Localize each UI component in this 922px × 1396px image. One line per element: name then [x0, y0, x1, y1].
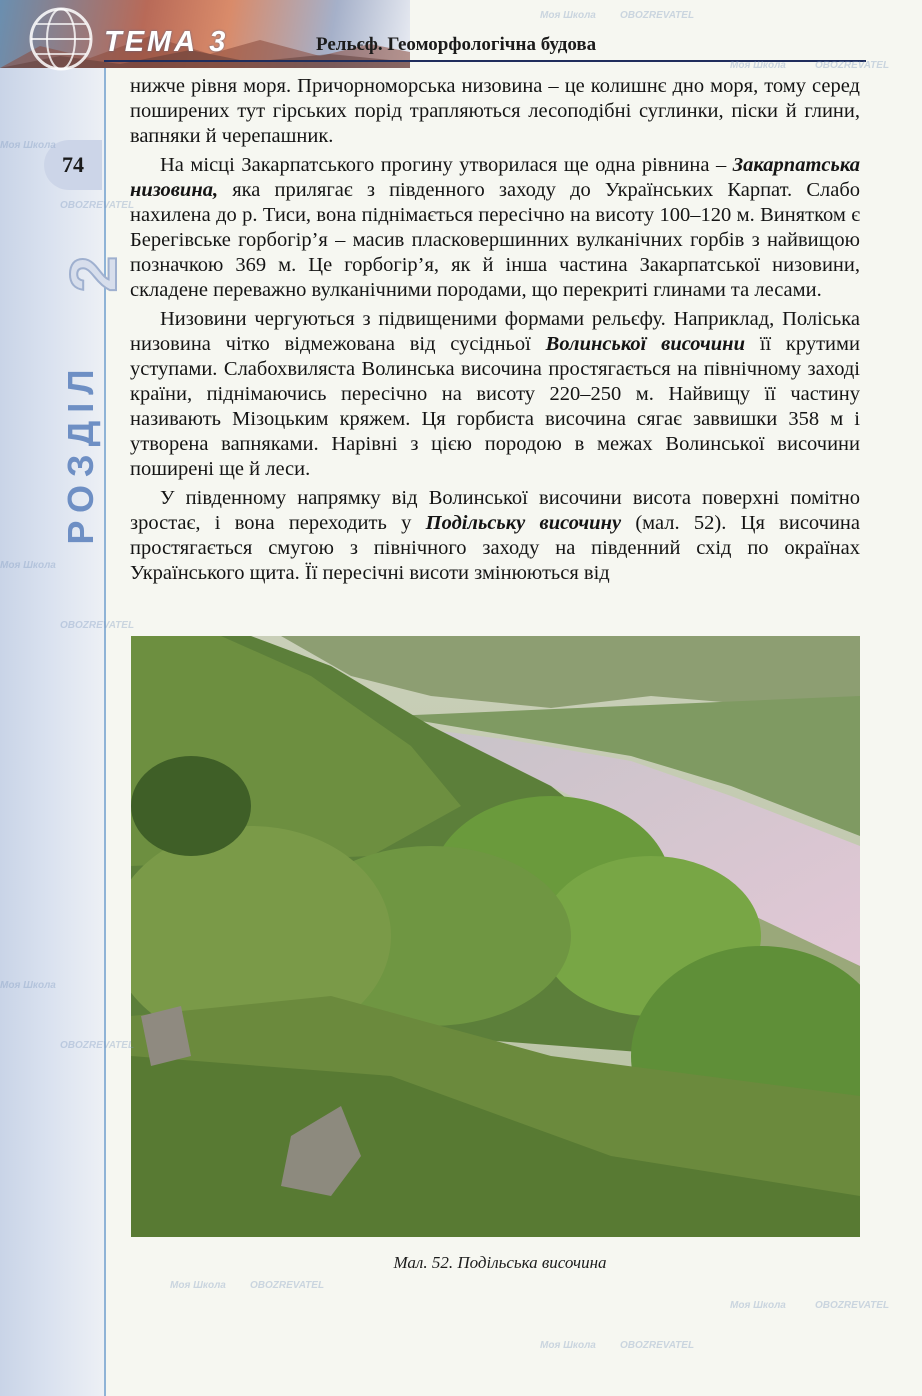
paragraph: [130, 74, 860, 149]
theme-label: ТЕМА 3: [104, 26, 229, 58]
watermark: OBOZREVATEL: [620, 1340, 695, 1351]
paragraph-text: яка прилягає з південного заходу до Українських Карпат. Слабо нахилена до р. Тиси, вона піднімається пересічно на висоту 100–120 м. Винятком є Берегівське горбогір’я – масив пласковершинних вулканічних горбів з найвищою позначкою 369 м. Це горбогір’я, як й інша частина Закарпатської низовини, складене переважно вулканічними породами, що перекриті глинами та лесами.: [130, 179, 860, 301]
watermark: Моя Школа: [0, 560, 56, 571]
watermark: OBOZREVATEL: [60, 620, 135, 631]
landscape-photo: [131, 636, 860, 1237]
paragraph: [130, 486, 860, 586]
watermark: OBOZREVATEL: [815, 60, 890, 71]
paragraph-text: У південному напрямку від Волинської височини висота поверхні помітно зростає, і вона переходить у: [130, 487, 860, 534]
watermark: Моя Школа: [730, 1300, 786, 1311]
header-title: Рельєф. Геоморфологічна будова: [316, 34, 597, 55]
section-number: 2: [56, 255, 130, 293]
watermark: OBOZREVATEL: [620, 10, 695, 21]
watermark: Моя Школа: [170, 1280, 226, 1291]
paragraph-text: її крутими уступами. Слабохвиляста Волинська височина простягається на північному заході країни, піднімаючись пересічно на висоту 220–250 м. Найвищу її частину називають Мізоцьким кряжем. Ця горбиста височина сягає заввишки 358 м і утворена вапняками. Нарівні з цією породою в межах Волинської височини поширені ще й леси.: [130, 333, 860, 480]
paragraph: [130, 307, 860, 482]
watermark: Моя Школа: [730, 60, 786, 71]
watermark: OBOZREVATEL: [815, 1300, 890, 1311]
watermark: Моя Школа: [0, 140, 56, 151]
figure-caption: Мал. 52. Подільська височина: [393, 1253, 607, 1272]
watermark: Моя Школа: [540, 10, 596, 21]
paragraph: [130, 153, 860, 303]
page-number: 74: [44, 140, 102, 190]
paragraph-text: (мал. 52). Ця височина простягається смугою з північного заходу на південний схід по окраїнах Українського щита. Її пересічні висоти змінюються від: [130, 512, 860, 584]
globe-icon: [26, 4, 96, 74]
watermark: Моя Школа: [0, 980, 56, 991]
watermark: OBOZREVATEL: [250, 1280, 325, 1291]
landscape-illustration: [131, 636, 860, 1237]
paragraph-text: На місці Закарпатського прогину утворилася ще одна рівнина –: [160, 154, 733, 176]
key-term: Закарпатська низовина,: [130, 154, 860, 201]
key-term: Подільську височину: [425, 512, 622, 534]
body-text: [130, 74, 860, 590]
watermark: Моя Школа: [540, 1340, 596, 1351]
key-term: Волинської височини: [545, 333, 745, 355]
watermark: OBOZREVATEL: [60, 1040, 135, 1051]
paragraph-text: Низовини чергуються з підвищеними формами рельєфу. Наприклад, Поліська низовина чітко відмежована від сусідньої: [130, 308, 860, 355]
paragraph-text: нижче рівня моря. Причорноморська низовина – це колишнє дно моря, тому серед поширених тут гірських порід трапляються лесоподібні суглинки, піски й глини, вапняки й черепашник.: [130, 75, 860, 147]
section-word: РОЗДІЛ: [60, 361, 101, 545]
watermark: OBOZREVATEL: [60, 200, 135, 211]
